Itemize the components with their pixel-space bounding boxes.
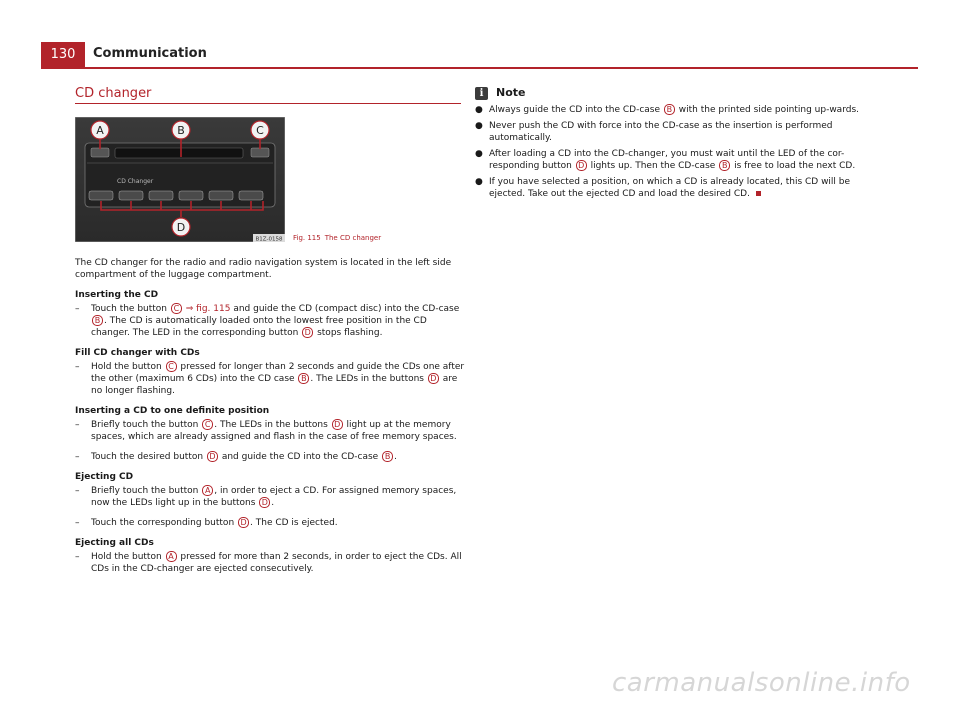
heading-inserting: Inserting the CD [75, 290, 159, 300]
ref-d: D [238, 517, 249, 528]
ref-a: A [166, 551, 177, 562]
heading-eject-all: Ejecting all CDs [75, 538, 154, 548]
note-box [475, 86, 870, 204]
step-text: Hold the button C pressed for longer than 2 seconds and guide the CDs one after the other (maximum 6 CDs) into the CD case B . The LEDs in the buttons D are no longer flashing. [91, 362, 465, 396]
step-text: Touch the desired button D and guide the CD into the CD-case B . [91, 452, 397, 462]
note-text: Never push the CD with force into the CD-case as the insertion is performed automatically. [489, 121, 833, 143]
ref-b: B [298, 373, 309, 384]
bullet-icon: ● [475, 121, 483, 131]
callout-label-c: C [256, 124, 264, 137]
section-rule [75, 103, 461, 104]
ref-d: D [302, 327, 313, 338]
end-of-section-icon [756, 191, 761, 196]
callout-a [91, 121, 109, 139]
note-text: After loading a CD into the CD-changer, you must wait until the LED of the cor-responding button D lights up. Then the CD-case B is free to load the next CD. [489, 149, 856, 171]
note-item [475, 120, 870, 144]
step-dash: – [75, 362, 80, 372]
panel-text: CD Changer [117, 178, 154, 185]
note-label: Note [496, 86, 526, 99]
watermark: carmanualsonline.info [612, 668, 911, 698]
note-item [475, 104, 870, 116]
ref-c: C [166, 361, 177, 372]
memory-button [209, 191, 233, 200]
ref-d: D [428, 373, 439, 384]
callout-b [172, 121, 190, 139]
bullet-icon: ● [475, 105, 483, 115]
note-header [475, 86, 870, 100]
callout-label-a: A [96, 124, 104, 137]
step-dash: – [75, 420, 80, 430]
callout-c [251, 121, 269, 139]
step-dash: – [75, 552, 80, 562]
step-dash: – [75, 518, 80, 528]
ref-b: B [382, 451, 393, 462]
page-number: 130 [41, 42, 85, 68]
step-definite-2 [75, 451, 465, 463]
running-head: Communication [93, 46, 207, 61]
callout-label-d: D [176, 221, 186, 234]
step-text: Touch the corresponding button D . The CD is ejected. [91, 518, 338, 528]
bullet-icon: ● [475, 149, 483, 159]
memory-button [149, 191, 173, 200]
info-icon: i [475, 87, 488, 100]
eject-all-button [91, 148, 109, 157]
callout-d [172, 218, 190, 236]
section-title: CD changer [75, 86, 152, 101]
step-text: Briefly touch the button C . The LEDs in the buttons D light up at the memory spaces, which are already assigned and flash in the case of free memory spaces. [91, 420, 457, 442]
callout-label-b: B [177, 124, 185, 137]
heading-ejecting: Ejecting CD [75, 472, 134, 482]
header-rule [41, 67, 918, 69]
bullet-icon: ● [475, 177, 483, 187]
cd-changer-illustration [75, 117, 285, 242]
memory-button [89, 191, 113, 200]
memory-button [119, 191, 143, 200]
figure-code: B1Z-0158 [255, 236, 283, 242]
note-text: If you have selected a position, on which a CD is already located, this CD will be ejected. Take out the ejected CD and load the desired CD. [489, 177, 851, 199]
ref-c: C [171, 303, 182, 314]
step-inserting [75, 303, 465, 339]
ref-d: D [259, 497, 270, 508]
ref-c: C [202, 419, 213, 430]
load-button [251, 148, 269, 157]
ref-a: A [202, 485, 213, 496]
memory-button [239, 191, 263, 200]
heading-fill: Fill CD changer with CDs [75, 348, 200, 358]
step-ejecting-2 [75, 517, 465, 529]
ref-d: D [576, 160, 587, 171]
ref-d: D [207, 451, 218, 462]
ref-d: D [332, 419, 343, 430]
step-fill [75, 361, 465, 397]
cd-slot [115, 148, 243, 158]
ref-b: B [92, 315, 103, 326]
figure-caption-text: The CD changer [324, 234, 382, 242]
step-text: Briefly touch the button A , in order to eject a CD. For assigned memory spaces, now the LEDs light up in the buttons D . [91, 486, 457, 508]
intro-paragraph: The CD changer for the radio and radio navigation system is located in the left side compartment of the luggage compartment. [75, 258, 452, 280]
step-dash: – [75, 304, 80, 314]
step-dash: – [75, 486, 80, 496]
ref-b: B [664, 104, 675, 115]
step-eject-all [75, 551, 465, 575]
ref-b: B [719, 160, 730, 171]
figure-caption [293, 234, 381, 242]
step-dash: – [75, 452, 80, 462]
cd-changer-figure [75, 117, 285, 242]
step-text: Hold the button A pressed for more than 2 seconds, in order to eject the CDs. All CDs in the CD-changer are ejected consecutively. [91, 552, 462, 574]
step-text: Touch the button C ⇒ fig. 115 and guide the CD (compact disc) into the CD-case B . The CD is automatically loaded onto the lowest free position in the CD changer. The LED in the corresponding button D stops flashing. [91, 304, 460, 338]
note-item [475, 148, 870, 172]
figure-link[interactable]: ⇒ fig. 115 [185, 304, 231, 314]
left-column [75, 257, 465, 583]
memory-button [179, 191, 203, 200]
step-ejecting-1 [75, 485, 465, 509]
note-text: Always guide the CD into the CD-case B with the printed side pointing up-wards. [489, 105, 860, 115]
heading-definite: Inserting a CD to one definite position [75, 406, 270, 416]
step-definite-1 [75, 419, 465, 443]
figure-caption-number: Fig. 115 [293, 234, 321, 242]
note-item [475, 176, 870, 200]
